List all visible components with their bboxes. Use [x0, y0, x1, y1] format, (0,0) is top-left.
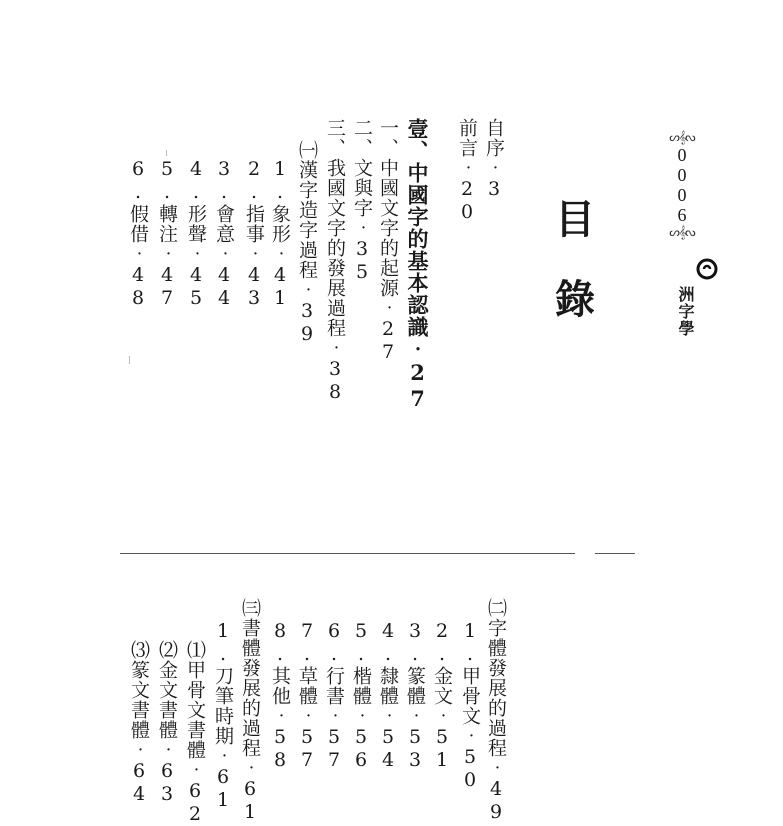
toc-item-j8[interactable]: 8.其他‧58 [269, 620, 291, 772]
toc-item-5[interactable]: 5.轉注‧47 [156, 158, 178, 310]
toc-subitem-1[interactable]: ⑴甲骨文書體‧62 [184, 640, 206, 826]
toc-item-j5[interactable]: 5.楷體‧56 [350, 620, 372, 772]
toc-chapter-2[interactable]: 二、文與字‧35 [351, 118, 373, 284]
toc-item-j6[interactable]: 6.行書‧57 [323, 620, 345, 772]
ornament-top-icon: ᔕ𝄞ᔓ [669, 130, 695, 144]
toc-subitem-2[interactable]: ⑵金文書體‧63 [156, 640, 178, 806]
page-title-char-1: 目 [555, 197, 595, 243]
toc-item-6[interactable]: 6.假借‧48 [127, 158, 149, 310]
ornament-bottom-icon: ᔕ𝄞ᔓ [669, 225, 695, 239]
divider-rule-short [595, 553, 635, 554]
toc-item-1[interactable]: 1.象形‧41 [269, 158, 291, 310]
toc-section-2[interactable]: ㈡字體發展的過程‧49 [485, 598, 507, 824]
page-number-digit: 0 [677, 165, 687, 185]
toc-item-4[interactable]: 4.形聲‧45 [185, 158, 207, 310]
page-number-digit: 6 [677, 205, 687, 225]
page-title-char-2: 錄 [555, 277, 595, 323]
toc-part-1[interactable]: 壹、中國字的基本認識‧27 [405, 118, 430, 412]
toc-item-j4[interactable]: 4.隸體‧54 [377, 620, 399, 772]
toc-subitem-3[interactable]: ⑶篆文書體‧64 [128, 640, 150, 806]
divider-rule [120, 553, 575, 554]
toc-entry-preface[interactable]: 自序‧3 [483, 118, 505, 201]
toc-item-3[interactable]: 3.會意‧44 [213, 158, 235, 310]
toc-item-k1[interactable]: 1.刀筆時期‧61 [212, 620, 234, 812]
toc-chapter-1[interactable]: 一、中國文字的起源‧27 [377, 118, 399, 364]
page-number-digit: 0 [677, 145, 687, 165]
page-number [662, 130, 702, 240]
page-number-digits [662, 145, 702, 225]
toc-item-j3[interactable]: 3.篆體‧53 [404, 620, 426, 772]
brand-name: 洲字學 [676, 286, 695, 337]
spiral-logo-icon [696, 258, 718, 280]
toc-section-1[interactable]: ㈠漢字造字過程‧39 [296, 140, 318, 346]
page-title [555, 197, 595, 360]
toc-chapter-3[interactable]: 三、我國文字的發展過程‧38 [324, 118, 346, 404]
scan-speck [129, 356, 130, 364]
scan-speck [166, 150, 167, 156]
toc-section-3[interactable]: ㈢書體發展的過程‧61 [239, 598, 261, 824]
toc-item-j1[interactable]: 1.甲骨文‧50 [459, 620, 481, 792]
brand-logo [671, 258, 743, 337]
toc-entry-intro[interactable]: 前言‧20 [456, 118, 478, 224]
toc-item-j7[interactable]: 7.草體‧57 [296, 620, 318, 772]
page-number-digit: 0 [677, 185, 687, 205]
toc-item-2[interactable]: 2.指事‧43 [243, 158, 265, 310]
toc-item-j2[interactable]: 2.金文‧51 [431, 620, 453, 772]
